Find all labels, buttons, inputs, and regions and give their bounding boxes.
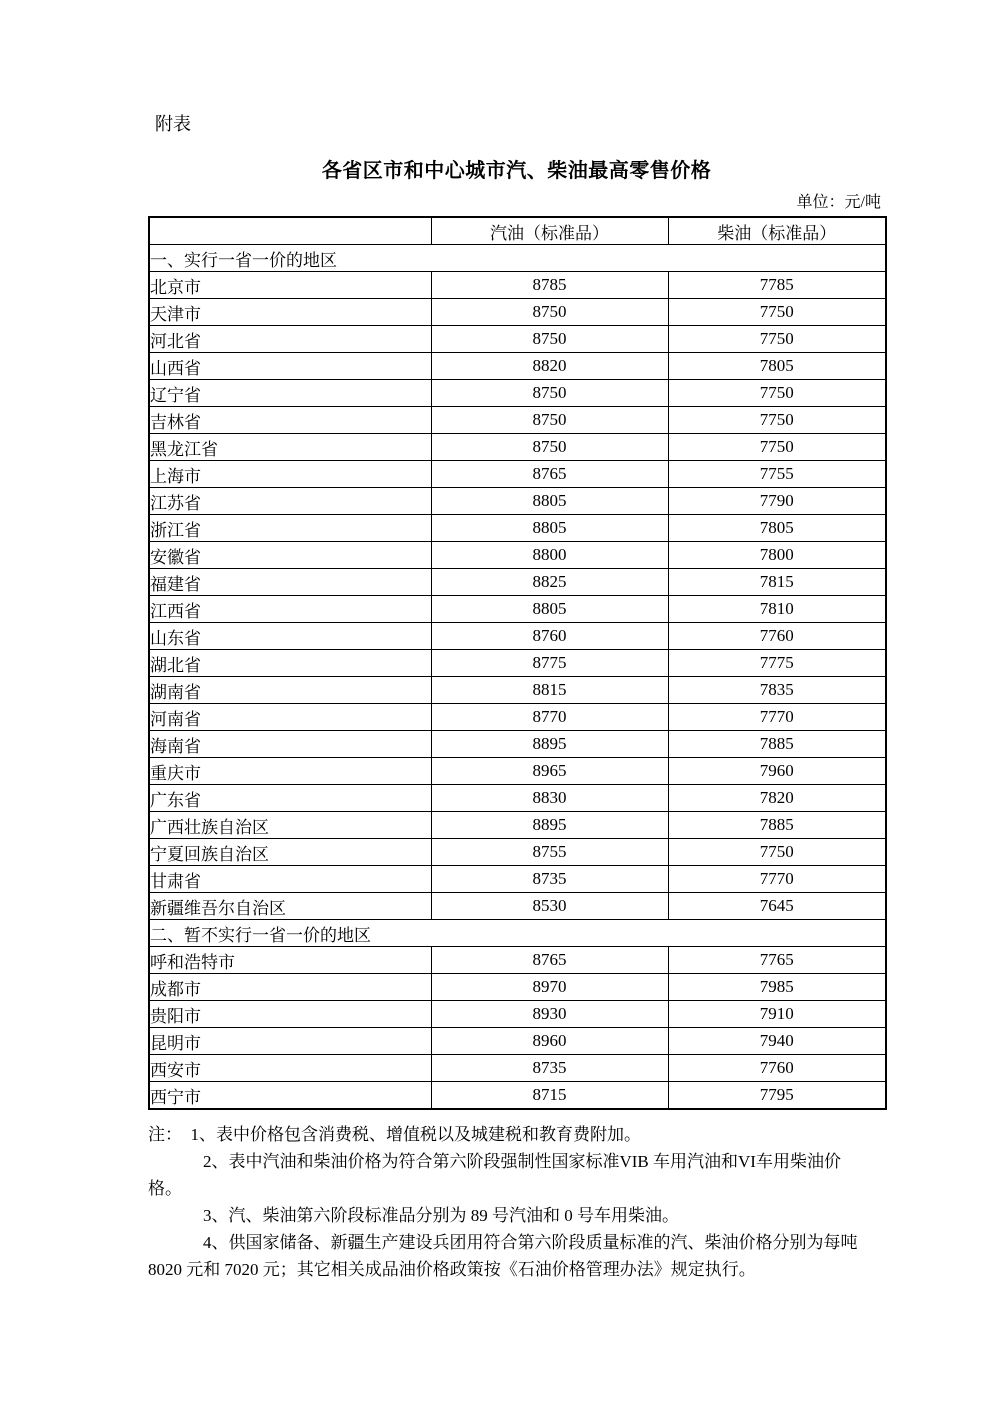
gasoline-price-cell: 8770 xyxy=(431,704,668,731)
gasoline-price-cell: 8785 xyxy=(431,272,668,299)
region-cell: 湖北省 xyxy=(149,650,431,677)
table-row xyxy=(149,758,886,785)
table-row xyxy=(149,1055,886,1082)
gasoline-price-cell: 8750 xyxy=(431,407,668,434)
diesel-price-cell: 7770 xyxy=(668,866,886,893)
region-cell: 广西壮族自治区 xyxy=(149,812,431,839)
table-row xyxy=(149,839,886,866)
diesel-price-cell: 7750 xyxy=(668,839,886,866)
diesel-price-cell: 7795 xyxy=(668,1082,886,1110)
region-cell: 河北省 xyxy=(149,326,431,353)
note-line: 2、表中汽油和柴油价格为符合第六阶段强制性国家标准VIB 车用汽油和VI车用柴油价 xyxy=(203,1152,841,1171)
diesel-price-cell: 7910 xyxy=(668,1001,886,1028)
gasoline-price-cell: 8750 xyxy=(431,434,668,461)
diesel-price-cell: 7750 xyxy=(668,407,886,434)
region-cell: 吉林省 xyxy=(149,407,431,434)
region-cell: 山西省 xyxy=(149,353,431,380)
table-row xyxy=(149,461,886,488)
gasoline-price-cell: 8825 xyxy=(431,569,668,596)
diesel-price-cell: 7770 xyxy=(668,704,886,731)
gasoline-price-cell: 8755 xyxy=(431,839,668,866)
region-cell: 呼和浩特市 xyxy=(149,947,431,974)
table-row xyxy=(149,1028,886,1055)
section-header-cell: 一、实行一省一价的地区 xyxy=(149,245,886,272)
diesel-price-cell: 7810 xyxy=(668,596,886,623)
notes-block xyxy=(148,1121,885,1283)
table-row xyxy=(149,677,886,704)
table-row xyxy=(149,299,886,326)
diesel-price-cell: 7645 xyxy=(668,893,886,920)
region-cell: 浙江省 xyxy=(149,515,431,542)
table-row xyxy=(149,731,886,758)
gasoline-price-cell: 8800 xyxy=(431,542,668,569)
gasoline-price-cell: 8765 xyxy=(431,947,668,974)
region-cell: 黑龙江省 xyxy=(149,434,431,461)
diesel-price-cell: 7750 xyxy=(668,326,886,353)
table-row xyxy=(149,1082,886,1110)
diesel-price-cell: 7805 xyxy=(668,353,886,380)
gasoline-price-cell: 8895 xyxy=(431,812,668,839)
price-table xyxy=(148,216,887,1110)
document-content xyxy=(148,112,885,1283)
diesel-price-cell: 7750 xyxy=(668,299,886,326)
region-cell: 辽宁省 xyxy=(149,380,431,407)
diesel-price-cell: 7805 xyxy=(668,515,886,542)
region-cell: 贵阳市 xyxy=(149,1001,431,1028)
region-cell: 山东省 xyxy=(149,623,431,650)
table-row xyxy=(149,704,886,731)
table-row xyxy=(149,407,886,434)
region-cell: 安徽省 xyxy=(149,542,431,569)
col-header-region xyxy=(149,217,431,245)
region-cell: 湖南省 xyxy=(149,677,431,704)
gasoline-price-cell: 8815 xyxy=(431,677,668,704)
table-row xyxy=(149,569,886,596)
section-header-row xyxy=(149,920,886,947)
gasoline-price-cell: 8750 xyxy=(431,299,668,326)
gasoline-price-cell: 8530 xyxy=(431,893,668,920)
region-cell: 福建省 xyxy=(149,569,431,596)
gasoline-price-cell: 8970 xyxy=(431,974,668,1001)
gasoline-price-cell: 8805 xyxy=(431,515,668,542)
section-header-cell: 二、暂不实行一省一价的地区 xyxy=(149,920,886,947)
gasoline-price-cell: 8820 xyxy=(431,353,668,380)
region-cell: 广东省 xyxy=(149,785,431,812)
diesel-price-cell: 7755 xyxy=(668,461,886,488)
diesel-price-cell: 7835 xyxy=(668,677,886,704)
region-cell: 上海市 xyxy=(149,461,431,488)
note-line: 3、汽、柴油第六阶段标准品分别为 89 号汽油和 0 号车用柴油。 xyxy=(203,1206,679,1225)
table-row xyxy=(149,542,886,569)
gasoline-price-cell: 8775 xyxy=(431,650,668,677)
region-cell: 成都市 xyxy=(149,974,431,1001)
table-row xyxy=(149,812,886,839)
diesel-price-cell: 7750 xyxy=(668,434,886,461)
table-row xyxy=(149,596,886,623)
table-row xyxy=(149,650,886,677)
diesel-price-cell: 7760 xyxy=(668,623,886,650)
region-cell: 西宁市 xyxy=(149,1082,431,1110)
diesel-price-cell: 7960 xyxy=(668,758,886,785)
table-row xyxy=(149,893,886,920)
table-row xyxy=(149,380,886,407)
gasoline-price-cell: 8715 xyxy=(431,1082,668,1110)
diesel-price-cell: 7940 xyxy=(668,1028,886,1055)
region-cell: 新疆维吾尔自治区 xyxy=(149,893,431,920)
gasoline-price-cell: 8830 xyxy=(431,785,668,812)
gasoline-price-cell: 8750 xyxy=(431,380,668,407)
note-line: 格。 xyxy=(148,1179,182,1198)
diesel-price-cell: 7820 xyxy=(668,785,886,812)
diesel-price-cell: 7760 xyxy=(668,1055,886,1082)
gasoline-price-cell: 8765 xyxy=(431,461,668,488)
appendix-label: 附表 xyxy=(155,114,191,134)
gasoline-price-cell: 8735 xyxy=(431,866,668,893)
diesel-price-cell: 7785 xyxy=(668,272,886,299)
col-header-gasoline: 汽油（标准品） xyxy=(431,217,668,245)
table-row xyxy=(149,353,886,380)
region-cell: 甘肃省 xyxy=(149,866,431,893)
region-cell: 重庆市 xyxy=(149,758,431,785)
gasoline-price-cell: 8805 xyxy=(431,488,668,515)
diesel-price-cell: 7985 xyxy=(668,974,886,1001)
note-line: 4、供国家储备、新疆生产建设兵团用符合第六阶段质量标准的汽、柴油价格分别为每吨 xyxy=(203,1233,858,1252)
table-header-row xyxy=(149,217,886,245)
table-row xyxy=(149,623,886,650)
gasoline-price-cell: 8960 xyxy=(431,1028,668,1055)
diesel-price-cell: 7750 xyxy=(668,380,886,407)
region-cell: 海南省 xyxy=(149,731,431,758)
table-row xyxy=(149,866,886,893)
gasoline-price-cell: 8965 xyxy=(431,758,668,785)
diesel-price-cell: 7800 xyxy=(668,542,886,569)
table-row xyxy=(149,785,886,812)
unit-label: 单位：元/吨 xyxy=(796,194,881,211)
col-header-diesel: 柴油（标准品） xyxy=(668,217,886,245)
region-cell: 西安市 xyxy=(149,1055,431,1082)
gasoline-price-cell: 8930 xyxy=(431,1001,668,1028)
gasoline-price-cell: 8750 xyxy=(431,326,668,353)
region-cell: 江苏省 xyxy=(149,488,431,515)
table-row xyxy=(149,947,886,974)
table-row xyxy=(149,272,886,299)
table-row xyxy=(149,434,886,461)
table-row xyxy=(149,326,886,353)
diesel-price-cell: 7885 xyxy=(668,731,886,758)
region-cell: 北京市 xyxy=(149,272,431,299)
note-line: 注： 1、表中价格包含消费税、增值税以及城建税和教育费附加。 xyxy=(148,1125,641,1144)
diesel-price-cell: 7885 xyxy=(668,812,886,839)
region-cell: 河南省 xyxy=(149,704,431,731)
table-row xyxy=(149,974,886,1001)
region-cell: 江西省 xyxy=(149,596,431,623)
table-row xyxy=(149,515,886,542)
region-cell: 天津市 xyxy=(149,299,431,326)
section-header-row xyxy=(149,245,886,272)
table-row xyxy=(149,1001,886,1028)
page-title: 各省区市和中心城市汽、柴油最高零售价格 xyxy=(321,160,712,182)
diesel-price-cell: 7815 xyxy=(668,569,886,596)
gasoline-price-cell: 8895 xyxy=(431,731,668,758)
gasoline-price-cell: 8805 xyxy=(431,596,668,623)
gasoline-price-cell: 8735 xyxy=(431,1055,668,1082)
diesel-price-cell: 7790 xyxy=(668,488,886,515)
region-cell: 昆明市 xyxy=(149,1028,431,1055)
region-cell: 宁夏回族自治区 xyxy=(149,839,431,866)
diesel-price-cell: 7775 xyxy=(668,650,886,677)
gasoline-price-cell: 8760 xyxy=(431,623,668,650)
table-row xyxy=(149,488,886,515)
diesel-price-cell: 7765 xyxy=(668,947,886,974)
price-table-body xyxy=(149,245,886,1110)
note-line: 8020 元和 7020 元；其它相关成品油价格政策按《石油价格管理办法》规定执行。 xyxy=(148,1260,756,1279)
